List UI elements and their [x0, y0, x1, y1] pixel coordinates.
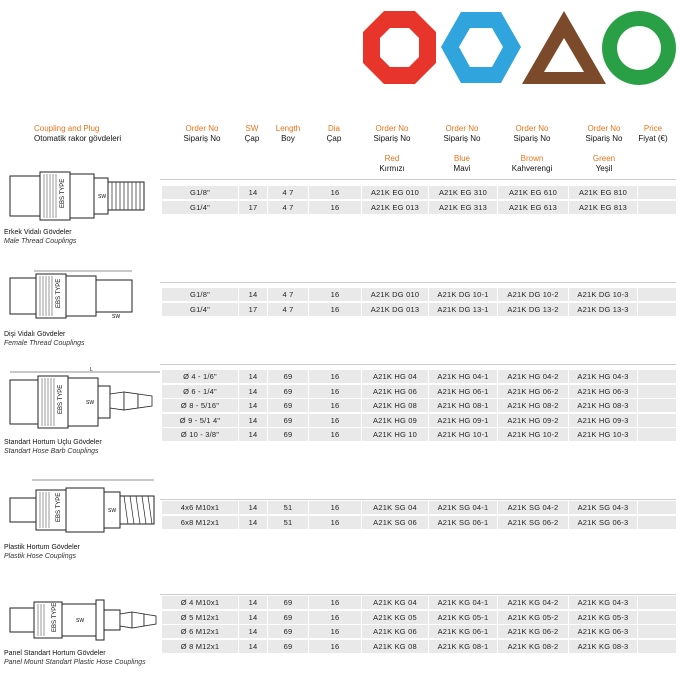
red-order-cell: A21K KG 08	[362, 640, 428, 653]
dia-cell: 16	[309, 201, 361, 214]
section-title-plastic-hose: Plastik Hortum Gövdeler Plastik Hose Couplings	[4, 544, 80, 560]
price-cell	[638, 385, 676, 398]
length-cell: 4 7	[268, 288, 308, 301]
table-row	[0, 428, 680, 442]
brown-order-cell: A21K KG 06-2	[498, 625, 568, 638]
table-row	[0, 201, 680, 215]
dia-cell: 16	[309, 370, 361, 383]
blue-order-cell: A21K HG 10-1	[429, 428, 497, 441]
blue-order-cell: A21K DG 13-1	[429, 303, 497, 316]
order-no-cell: Ø 6 - 1/4"	[162, 385, 238, 398]
length-cell: 69	[268, 596, 308, 609]
svg-text:SW: SW	[108, 508, 117, 514]
price-cell	[638, 399, 676, 412]
blue-order-cell: A21K KG 08-1	[429, 640, 497, 653]
brown-order-cell: A21K EG 610	[498, 186, 568, 199]
length-cell: 69	[268, 611, 308, 624]
dia-cell: 16	[309, 399, 361, 412]
length-header: Length Boy	[275, 124, 301, 143]
green-order-cell: A21K HG 09-3	[569, 414, 637, 427]
sw-cell: 14	[239, 501, 267, 514]
blue-order-cell: A21K KG 05-1	[429, 611, 497, 624]
price-cell	[638, 501, 676, 514]
svg-text:EBS TYPE: EBS TYPE	[56, 492, 62, 522]
price-header: Price Fiyat (€)	[638, 124, 668, 143]
order-no-cell: G1/8"	[162, 186, 238, 199]
section-divider	[160, 282, 676, 283]
red-order-cell: A21K HG 09	[362, 414, 428, 427]
red-order-cell: A21K KG 04	[362, 596, 428, 609]
svg-text:SW: SW	[86, 400, 95, 406]
sw-cell: 14	[239, 516, 267, 529]
green-order-cell: A21K DG 10-3	[569, 288, 637, 301]
section-title-hose-barb: Standart Hortum Uçlu Gövdeler Standart Hose Barb Couplings	[4, 439, 102, 455]
dia-cell: 16	[309, 414, 361, 427]
sw-cell: 14	[239, 370, 267, 383]
svg-text:EBS TYPE: EBS TYPE	[58, 384, 64, 414]
sw-cell: 14	[239, 596, 267, 609]
section-title-female-thread: Dişi Vidalı Gövdeler Female Thread Couplings	[4, 331, 85, 347]
table-row	[0, 288, 680, 302]
red-order-cell: A21K SG 06	[362, 516, 428, 529]
length-cell: 69	[268, 625, 308, 638]
sw-cell: 14	[239, 611, 267, 624]
price-cell	[638, 640, 676, 653]
brown-order-cell: A21K HG 08-2	[498, 399, 568, 412]
brown-order-cell: A21K KG 08-2	[498, 640, 568, 653]
table-row	[0, 625, 680, 639]
order-no-cell: 6x8 M12x1	[162, 516, 238, 529]
price-cell	[638, 288, 676, 301]
sw-cell: 14	[239, 288, 267, 301]
svg-text:EBS TYPE: EBS TYPE	[60, 178, 66, 208]
price-cell	[638, 625, 676, 638]
section-divider	[160, 594, 676, 595]
blue-order-cell: A21K HG 06-1	[429, 385, 497, 398]
green-order-cell: A21K HG 04-3	[569, 370, 637, 383]
dia-cell: 16	[309, 516, 361, 529]
order-no-cell: G1/8"	[162, 288, 238, 301]
green-order-cell: A21K SG 04-3	[569, 501, 637, 514]
brown-order-cell: A21K KG 05-2	[498, 611, 568, 624]
red-order-cell: A21K DG 013	[362, 303, 428, 316]
order-no-cell: Ø 8 - 5/16"	[162, 399, 238, 412]
table-row	[0, 640, 680, 654]
brown-order-cell: A21K KG 04-2	[498, 596, 568, 609]
price-cell	[638, 303, 676, 316]
order-no-red-header: Order No Sipariş No	[373, 124, 411, 143]
blue-order-cell: A21K HG 08-1	[429, 399, 497, 412]
length-cell: 4 7	[268, 303, 308, 316]
svg-text:SW: SW	[98, 194, 107, 200]
price-cell	[638, 516, 676, 529]
section-title-male-thread: Erkek Vidalı Gövdeler Male Thread Couplings	[4, 229, 77, 245]
blue-order-cell: A21K DG 10-1	[429, 288, 497, 301]
coupling-header: Coupling and Plug Otomatik rakor gövdeleri	[34, 124, 122, 143]
red-order-cell: A21K EG 010	[362, 186, 428, 199]
order-no-cell: Ø 10 - 3/8"	[162, 428, 238, 441]
green-order-cell: A21K KG 08-3	[569, 640, 637, 653]
red-order-cell: A21K HG 08	[362, 399, 428, 412]
section-divider	[160, 179, 676, 180]
blue-order-cell: A21K HG 09-1	[429, 414, 497, 427]
order-no-cell: Ø 4 - 1/6"	[162, 370, 238, 383]
sw-cell: 14	[239, 186, 267, 199]
section-title-panel-mount: Panel Standart Hortum Gövdeler Panel Mount Standart Plastic Hose Couplings	[4, 650, 146, 666]
length-cell: 69	[268, 640, 308, 653]
blue-order-cell: A21K EG 313	[429, 201, 497, 214]
order-no-cell: G1/4"	[162, 303, 238, 316]
red-order-cell: A21K HG 10	[362, 428, 428, 441]
color-blue-header: Blue Mavi	[453, 154, 471, 173]
svg-text:L: L	[90, 367, 93, 373]
blue-order-cell: A21K KG 06-1	[429, 625, 497, 638]
order-no-header: Order No Sipariş No	[183, 124, 221, 143]
green-order-cell: A21K KG 04-3	[569, 596, 637, 609]
green-order-cell: A21K HG 10-3	[569, 428, 637, 441]
dia-cell: 16	[309, 611, 361, 624]
length-cell: 4 7	[268, 186, 308, 199]
table-row	[0, 611, 680, 625]
table-row	[0, 303, 680, 317]
length-cell: 69	[268, 414, 308, 427]
green-order-cell: A21K HG 08-3	[569, 399, 637, 412]
brown-order-cell: A21K SG 06-2	[498, 516, 568, 529]
brown-order-cell: A21K SG 04-2	[498, 501, 568, 514]
svg-text:SW: SW	[112, 314, 121, 320]
length-cell: 69	[268, 370, 308, 383]
red-order-cell: A21K KG 06	[362, 625, 428, 638]
sw-cell: 17	[239, 303, 267, 316]
dia-cell: 16	[309, 596, 361, 609]
table-row	[0, 370, 680, 384]
sw-header: SW Çap	[244, 124, 260, 143]
order-no-cell: Ø 4 M10x1	[162, 596, 238, 609]
order-no-cell: Ø 5 M12x1	[162, 611, 238, 624]
blue-order-cell: A21K SG 04-1	[429, 501, 497, 514]
green-order-cell: A21K SG 06-3	[569, 516, 637, 529]
dia-cell: 16	[309, 288, 361, 301]
table-row	[0, 501, 680, 515]
red-order-cell: A21K HG 04	[362, 370, 428, 383]
svg-text:SW: SW	[76, 618, 85, 624]
green-order-cell: A21K KG 05-3	[569, 611, 637, 624]
dia-cell: 16	[309, 501, 361, 514]
price-cell	[638, 428, 676, 441]
sw-cell: 14	[239, 640, 267, 653]
table-row	[0, 385, 680, 399]
sw-cell: 14	[239, 399, 267, 412]
length-cell: 69	[268, 385, 308, 398]
section-divider	[160, 364, 676, 365]
sw-cell: 14	[239, 428, 267, 441]
length-cell: 69	[268, 399, 308, 412]
green-order-cell: A21K KG 06-3	[569, 625, 637, 638]
color-brown-header: Brown Kahverengi	[511, 154, 553, 173]
order-no-cell: Ø 9 - 5/1 4"	[162, 414, 238, 427]
section-divider	[160, 499, 676, 500]
svg-text:EBS TYPE: EBS TYPE	[56, 278, 62, 308]
length-cell: 69	[268, 428, 308, 441]
dia-cell: 16	[309, 303, 361, 316]
table-row	[0, 186, 680, 200]
sw-cell: 14	[239, 414, 267, 427]
dia-cell: 16	[309, 640, 361, 653]
green-order-cell: A21K DG 13-3	[569, 303, 637, 316]
sw-cell: 17	[239, 201, 267, 214]
length-cell: 51	[268, 516, 308, 529]
price-cell	[638, 611, 676, 624]
brown-order-cell: A21K HG 04-2	[498, 370, 568, 383]
brown-order-cell: A21K DG 13-2	[498, 303, 568, 316]
order-no-brown-header: Order No Sipariş No	[513, 124, 551, 143]
svg-text:EBS TYPE: EBS TYPE	[52, 602, 58, 632]
order-no-cell: G1/4"	[162, 201, 238, 214]
table-row	[0, 414, 680, 428]
brown-order-cell: A21K EG 613	[498, 201, 568, 214]
dia-cell: 16	[309, 186, 361, 199]
green-order-cell: A21K EG 813	[569, 201, 637, 214]
blue-order-cell: A21K EG 310	[429, 186, 497, 199]
color-shapes	[360, 6, 678, 86]
order-no-cell: Ø 6 M12x1	[162, 625, 238, 638]
blue-order-cell: A21K SG 06-1	[429, 516, 497, 529]
brown-order-cell: A21K HG 09-2	[498, 414, 568, 427]
brown-order-cell: A21K HG 06-2	[498, 385, 568, 398]
price-cell	[638, 370, 676, 383]
table-row	[0, 399, 680, 413]
price-cell	[638, 596, 676, 609]
order-no-cell: Ø 8 M12x1	[162, 640, 238, 653]
sw-cell: 14	[239, 625, 267, 638]
color-green-header: Green Yeşil	[592, 154, 616, 173]
table-row	[0, 516, 680, 530]
dia-header: Dia Çap	[326, 124, 342, 143]
price-cell	[638, 414, 676, 427]
order-no-green-header: Order No Sipariş No	[585, 124, 623, 143]
sw-cell: 14	[239, 385, 267, 398]
green-order-cell: A21K EG 810	[569, 186, 637, 199]
red-order-cell: A21K EG 013	[362, 201, 428, 214]
red-order-cell: A21K KG 05	[362, 611, 428, 624]
length-cell: 4 7	[268, 201, 308, 214]
price-cell	[638, 186, 676, 199]
color-red-header: Red Kırmızı	[379, 154, 405, 173]
red-order-cell: A21K SG 04	[362, 501, 428, 514]
red-order-cell: A21K DG 010	[362, 288, 428, 301]
length-cell: 51	[268, 501, 308, 514]
blue-order-cell: A21K HG 04-1	[429, 370, 497, 383]
brown-order-cell: A21K DG 10-2	[498, 288, 568, 301]
dia-cell: 16	[309, 625, 361, 638]
order-no-blue-header: Order No Sipariş No	[443, 124, 481, 143]
blue-order-cell: A21K KG 04-1	[429, 596, 497, 609]
red-order-cell: A21K HG 06	[362, 385, 428, 398]
green-order-cell: A21K HG 06-3	[569, 385, 637, 398]
dia-cell: 16	[309, 385, 361, 398]
table-row	[0, 596, 680, 610]
brown-order-cell: A21K HG 10-2	[498, 428, 568, 441]
price-cell	[638, 201, 676, 214]
order-no-cell: 4x6 M10x1	[162, 501, 238, 514]
dia-cell: 16	[309, 428, 361, 441]
